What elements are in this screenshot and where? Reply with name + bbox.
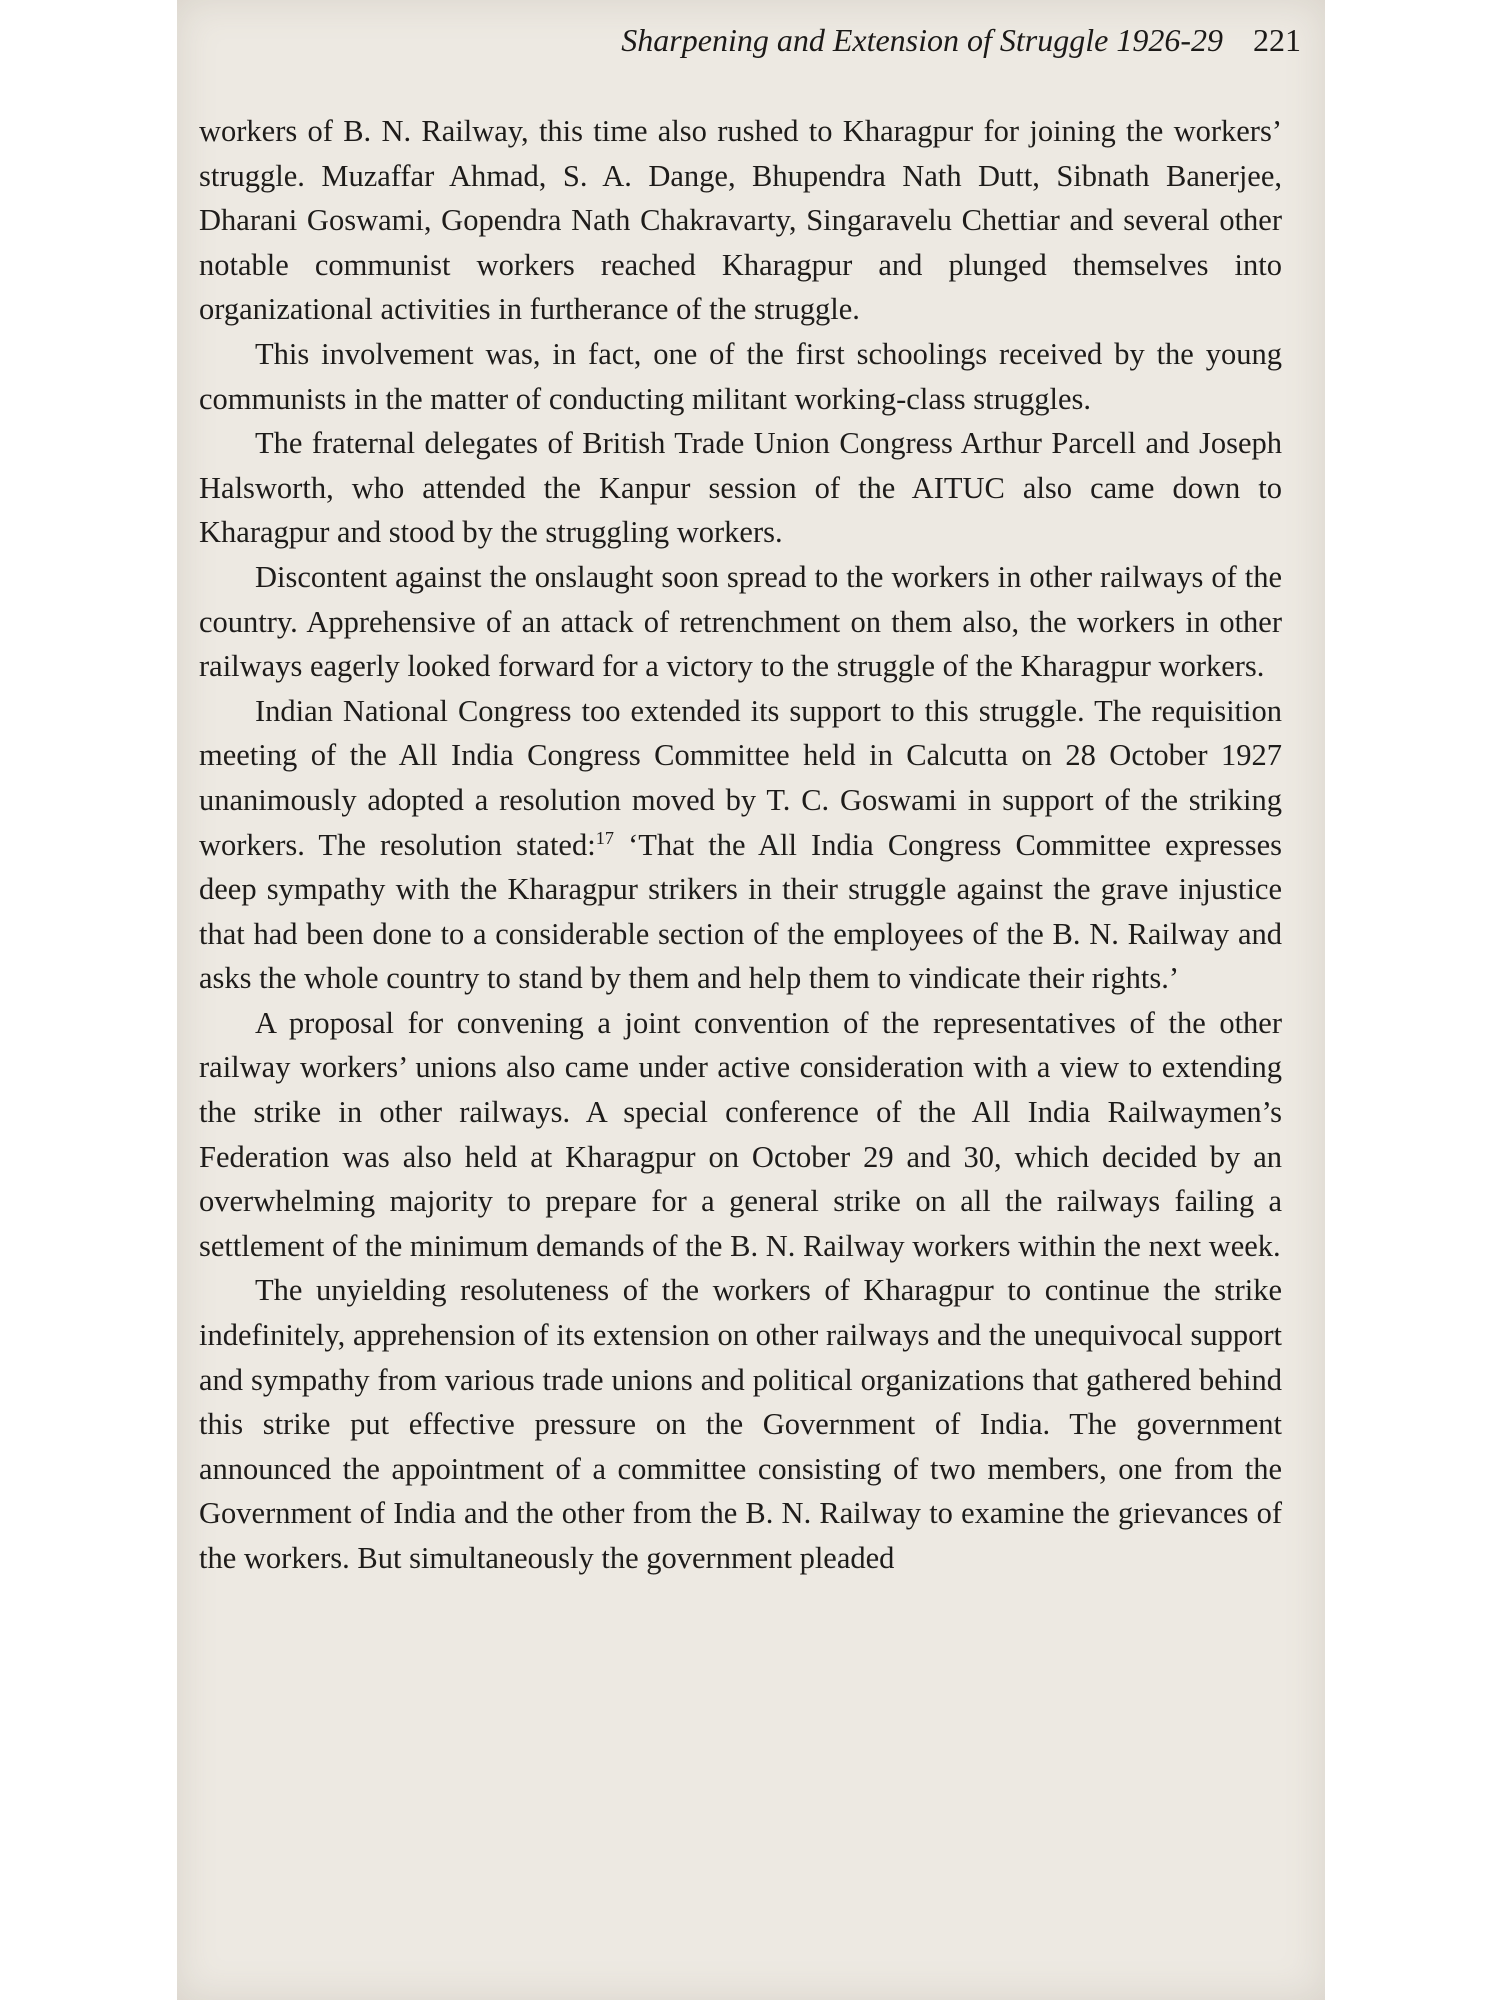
running-head-title: Sharpening and Extension of Struggle 1926-29 xyxy=(621,22,1223,58)
book-page xyxy=(177,0,1325,2000)
running-head xyxy=(207,22,1301,59)
paragraph: This involvement was, in fact, one of the first schoolings received by the young communists in the matter of conducting militant working-class struggles. xyxy=(199,336,1282,416)
page-number: 221 xyxy=(1253,22,1301,58)
paragraph-text-after-footnote: ‘That the All India Congress Committee expresses deep sympathy with the Kharagpur strikers in their struggle against the grave injustice that had been done to a considerable section of the employees of the B. N. Railway and asks the whole country to stand by them and help them to vindicate their rights.’ xyxy=(199,827,1282,996)
paragraph: A proposal for convening a joint convention of the representatives of the other railway workers’ unions also came under active consideration with a view to extending the strike in other railways. A special conference of the All India Railwaymen’s Federation was also held at Kharagpur on October 29 and 30, which decided by an overwhelming majority to prepare for a general strike on all the railways failing a settlement of the minimum demands of the B. N. Railway workers within the next week. xyxy=(199,1005,1282,1263)
paragraph-continued: workers of B. N. Railway, this time also rushed to Kharagpur for joining the workers’ struggle. Muzaffar Ahmad, S. A. Dange, Bhupendra Nath Dutt, Sibnath Banerjee, Dharani Goswami, Gopendra Nath Chakravarty, Singaravelu Chettiar and several other notable communist workers reached Kharagpur and plunged themselves into organizational activities in furtherance of the struggle. xyxy=(199,114,1282,327)
body-text xyxy=(199,109,1282,1581)
paragraph: The unyielding resoluteness of the workers of Kharagpur to continue the strike indefinitely, apprehension of its extension on other railways and the unequivocal support and sympathy from various trade unions and political organizations that gathered behind this strike put effective pressure on the Government of India. The government announced the appointment of a committee consisting of two members, one from the Government of India and the other from the B. N. Railway to examine the grievances of the workers. But simultaneously the government pleaded xyxy=(199,1273,1282,1575)
paragraph: Discontent against the onslaught soon spread to the workers in other railways of the country. Apprehensive of an attack of retrenchment on them also, the workers in other railways eagerly looked forward for a victory to the struggle of the Kharagpur workers. xyxy=(199,559,1282,684)
paragraph: The fraternal delegates of British Trade Union Congress Arthur Parcell and Joseph Halsworth, who attended the Kanpur session of the AITUC also came down to Kharagpur and stood by the struggling workers. xyxy=(199,426,1282,550)
paragraph-with-quote xyxy=(199,689,1282,1001)
paragraph-text-before-footnote: Indian National Congress too extended its support to this struggle. The requisition meeting of the All India Congress Committee held in Calcutta on 28 October 1927 unanimously adopted a resolution moved by T. C. Goswami in support of the striking workers. The resolution stated: xyxy=(199,693,1282,862)
footnote-reference: 17 xyxy=(595,827,614,848)
